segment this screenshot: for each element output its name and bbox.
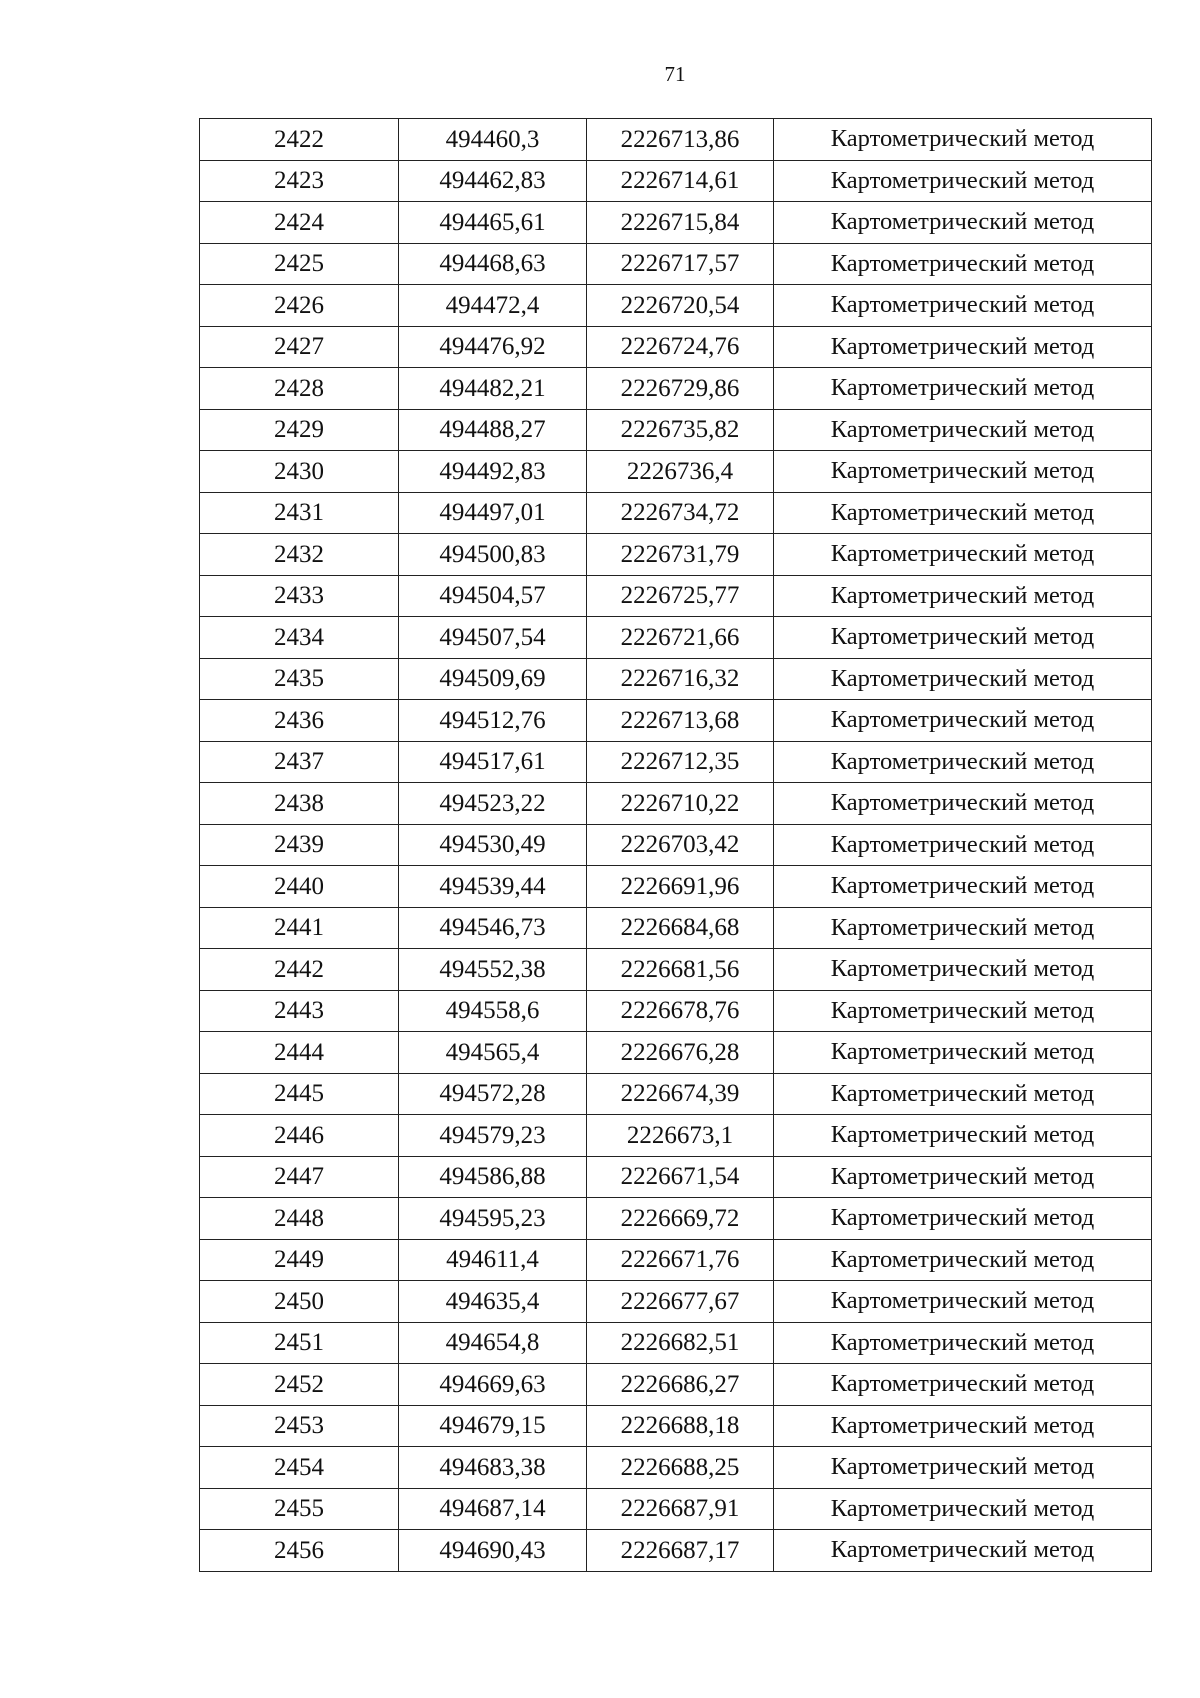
x-coordinate-cell: 494523,22: [399, 783, 587, 825]
y-coordinate-cell: 2226720,54: [587, 285, 774, 327]
x-coordinate-cell: 494512,76: [399, 700, 587, 742]
method-cell: Картометрический метод: [774, 949, 1152, 991]
x-coordinate-cell: 494654,8: [399, 1322, 587, 1364]
y-coordinate-cell: 2226676,28: [587, 1032, 774, 1074]
y-coordinate-cell: 2226731,79: [587, 534, 774, 576]
y-coordinate-cell: 2226671,54: [587, 1156, 774, 1198]
table-row: [200, 1364, 1152, 1406]
y-coordinate-cell: 2226735,82: [587, 409, 774, 451]
table-row: [200, 658, 1152, 700]
point-number-cell: 2433: [200, 575, 399, 617]
y-coordinate-cell: 2226715,84: [587, 202, 774, 244]
table-row: [200, 824, 1152, 866]
table-row: [200, 202, 1152, 244]
table-row: [200, 1322, 1152, 1364]
y-coordinate-cell: 2226688,25: [587, 1447, 774, 1489]
table-row: [200, 119, 1152, 161]
table-row: [200, 1156, 1152, 1198]
point-number-cell: 2432: [200, 534, 399, 576]
y-coordinate-cell: 2226713,68: [587, 700, 774, 742]
x-coordinate-cell: 494530,49: [399, 824, 587, 866]
method-cell: Картометрический метод: [774, 658, 1152, 700]
table-row: [200, 492, 1152, 534]
point-number-cell: 2446: [200, 1115, 399, 1157]
x-coordinate-cell: 494679,15: [399, 1405, 587, 1447]
y-coordinate-cell: 2226703,42: [587, 824, 774, 866]
method-cell: Картометрический метод: [774, 866, 1152, 908]
y-coordinate-cell: 2226682,51: [587, 1322, 774, 1364]
point-number-cell: 2442: [200, 949, 399, 991]
x-coordinate-cell: 494500,83: [399, 534, 587, 576]
x-coordinate-cell: 494690,43: [399, 1530, 587, 1572]
point-number-cell: 2431: [200, 492, 399, 534]
method-cell: Картометрический метод: [774, 1281, 1152, 1323]
x-coordinate-cell: 494635,4: [399, 1281, 587, 1323]
method-cell: Картометрический метод: [774, 1447, 1152, 1489]
method-cell: Картометрический метод: [774, 741, 1152, 783]
table-row: [200, 368, 1152, 410]
y-coordinate-cell: 2226729,86: [587, 368, 774, 410]
table-row: [200, 1239, 1152, 1281]
table-row: [200, 949, 1152, 991]
x-coordinate-cell: 494497,01: [399, 492, 587, 534]
table-row: [200, 617, 1152, 659]
x-coordinate-cell: 494468,63: [399, 243, 587, 285]
table-row: [200, 990, 1152, 1032]
table-row: [200, 1073, 1152, 1115]
y-coordinate-cell: 2226734,72: [587, 492, 774, 534]
point-number-cell: 2451: [200, 1322, 399, 1364]
x-coordinate-cell: 494595,23: [399, 1198, 587, 1240]
point-number-cell: 2429: [200, 409, 399, 451]
y-coordinate-cell: 2226673,1: [587, 1115, 774, 1157]
x-coordinate-cell: 494558,6: [399, 990, 587, 1032]
point-number-cell: 2423: [200, 160, 399, 202]
point-number-cell: 2435: [200, 658, 399, 700]
point-number-cell: 2436: [200, 700, 399, 742]
table-row: [200, 243, 1152, 285]
method-cell: Картометрический метод: [774, 575, 1152, 617]
table-row: [200, 1447, 1152, 1489]
table-row: [200, 1405, 1152, 1447]
point-number-cell: 2430: [200, 451, 399, 493]
method-cell: Картометрический метод: [774, 326, 1152, 368]
method-cell: Картометрический метод: [774, 783, 1152, 825]
point-number-cell: 2437: [200, 741, 399, 783]
table-row: [200, 1032, 1152, 1074]
table-row: [200, 741, 1152, 783]
point-number-cell: 2440: [200, 866, 399, 908]
point-number-cell: 2455: [200, 1488, 399, 1530]
point-number-cell: 2427: [200, 326, 399, 368]
x-coordinate-cell: 494539,44: [399, 866, 587, 908]
y-coordinate-cell: 2226687,17: [587, 1530, 774, 1572]
method-cell: Картометрический метод: [774, 1488, 1152, 1530]
method-cell: Картометрический метод: [774, 285, 1152, 327]
x-coordinate-cell: 494462,83: [399, 160, 587, 202]
point-number-cell: 2456: [200, 1530, 399, 1572]
method-cell: Картометрический метод: [774, 409, 1152, 451]
y-coordinate-cell: 2226687,91: [587, 1488, 774, 1530]
y-coordinate-cell: 2226691,96: [587, 866, 774, 908]
y-coordinate-cell: 2226713,86: [587, 119, 774, 161]
method-cell: Картометрический метод: [774, 617, 1152, 659]
method-cell: Картометрический метод: [774, 534, 1152, 576]
point-number-cell: 2450: [200, 1281, 399, 1323]
x-coordinate-cell: 494482,21: [399, 368, 587, 410]
table-row: [200, 1281, 1152, 1323]
method-cell: Картометрический метод: [774, 990, 1152, 1032]
x-coordinate-cell: 494472,4: [399, 285, 587, 327]
y-coordinate-cell: 2226686,27: [587, 1364, 774, 1406]
method-cell: Картометрический метод: [774, 1322, 1152, 1364]
y-coordinate-cell: 2226717,57: [587, 243, 774, 285]
x-coordinate-cell: 494507,54: [399, 617, 587, 659]
point-number-cell: 2443: [200, 990, 399, 1032]
y-coordinate-cell: 2226714,61: [587, 160, 774, 202]
point-number-cell: 2453: [200, 1405, 399, 1447]
x-coordinate-cell: 494579,23: [399, 1115, 587, 1157]
method-cell: Картометрический метод: [774, 1115, 1152, 1157]
page-number: 71: [664, 62, 686, 86]
point-number-cell: 2434: [200, 617, 399, 659]
x-coordinate-cell: 494546,73: [399, 907, 587, 949]
x-coordinate-cell: 494517,61: [399, 741, 587, 783]
method-cell: Картометрический метод: [774, 160, 1152, 202]
y-coordinate-cell: 2226674,39: [587, 1073, 774, 1115]
method-cell: Картометрический метод: [774, 1405, 1152, 1447]
x-coordinate-cell: 494586,88: [399, 1156, 587, 1198]
y-coordinate-cell: 2226684,68: [587, 907, 774, 949]
y-coordinate-cell: 2226712,35: [587, 741, 774, 783]
method-cell: Картометрический метод: [774, 492, 1152, 534]
method-cell: Картометрический метод: [774, 700, 1152, 742]
x-coordinate-cell: 494552,38: [399, 949, 587, 991]
x-coordinate-cell: 494572,28: [399, 1073, 587, 1115]
method-cell: Картометрический метод: [774, 1364, 1152, 1406]
x-coordinate-cell: 494492,83: [399, 451, 587, 493]
y-coordinate-cell: 2226678,76: [587, 990, 774, 1032]
table-row: [200, 451, 1152, 493]
point-number-cell: 2452: [200, 1364, 399, 1406]
point-number-cell: 2447: [200, 1156, 399, 1198]
table-row: [200, 783, 1152, 825]
y-coordinate-cell: 2226724,76: [587, 326, 774, 368]
x-coordinate-cell: 494465,61: [399, 202, 587, 244]
y-coordinate-cell: 2226716,32: [587, 658, 774, 700]
table-row: [200, 326, 1152, 368]
method-cell: Картометрический метод: [774, 1156, 1152, 1198]
point-number-cell: 2441: [200, 907, 399, 949]
table-row: [200, 575, 1152, 617]
method-cell: Картометрический метод: [774, 368, 1152, 410]
y-coordinate-cell: 2226725,77: [587, 575, 774, 617]
method-cell: Картометрический метод: [774, 824, 1152, 866]
x-coordinate-cell: 494687,14: [399, 1488, 587, 1530]
method-cell: Картометрический метод: [774, 907, 1152, 949]
method-cell: Картометрический метод: [774, 1239, 1152, 1281]
table-row: [200, 1115, 1152, 1157]
x-coordinate-cell: 494504,57: [399, 575, 587, 617]
table-row: [200, 1488, 1152, 1530]
table-row: [200, 1530, 1152, 1572]
point-number-cell: 2428: [200, 368, 399, 410]
point-number-cell: 2449: [200, 1239, 399, 1281]
method-cell: Картометрический метод: [774, 1530, 1152, 1572]
point-number-cell: 2425: [200, 243, 399, 285]
x-coordinate-cell: 494509,69: [399, 658, 587, 700]
y-coordinate-cell: 2226710,22: [587, 783, 774, 825]
point-number-cell: 2448: [200, 1198, 399, 1240]
x-coordinate-cell: 494460,3: [399, 119, 587, 161]
table-row: [200, 866, 1152, 908]
table-row: [200, 700, 1152, 742]
x-coordinate-cell: 494611,4: [399, 1239, 587, 1281]
method-cell: Картометрический метод: [774, 1032, 1152, 1074]
point-number-cell: 2426: [200, 285, 399, 327]
method-cell: Картометрический метод: [774, 119, 1152, 161]
y-coordinate-cell: 2226681,56: [587, 949, 774, 991]
y-coordinate-cell: 2226671,76: [587, 1239, 774, 1281]
y-coordinate-cell: 2226736,4: [587, 451, 774, 493]
x-coordinate-cell: 494476,92: [399, 326, 587, 368]
point-number-cell: 2454: [200, 1447, 399, 1489]
point-number-cell: 2445: [200, 1073, 399, 1115]
y-coordinate-cell: 2226688,18: [587, 1405, 774, 1447]
x-coordinate-cell: 494683,38: [399, 1447, 587, 1489]
point-number-cell: 2422: [200, 119, 399, 161]
point-number-cell: 2438: [200, 783, 399, 825]
method-cell: Картометрический метод: [774, 451, 1152, 493]
coordinates-table-body: [200, 119, 1152, 1572]
y-coordinate-cell: 2226669,72: [587, 1198, 774, 1240]
table-row: [200, 409, 1152, 451]
table-row: [200, 534, 1152, 576]
method-cell: Картометрический метод: [774, 243, 1152, 285]
method-cell: Картометрический метод: [774, 1073, 1152, 1115]
y-coordinate-cell: 2226721,66: [587, 617, 774, 659]
point-number-cell: 2444: [200, 1032, 399, 1074]
y-coordinate-cell: 2226677,67: [587, 1281, 774, 1323]
method-cell: Картометрический метод: [774, 1198, 1152, 1240]
table-row: [200, 1198, 1152, 1240]
method-cell: Картометрический метод: [774, 202, 1152, 244]
x-coordinate-cell: 494565,4: [399, 1032, 587, 1074]
point-number-cell: 2424: [200, 202, 399, 244]
table-row: [200, 285, 1152, 327]
x-coordinate-cell: 494488,27: [399, 409, 587, 451]
table-row: [200, 907, 1152, 949]
x-coordinate-cell: 494669,63: [399, 1364, 587, 1406]
point-number-cell: 2439: [200, 824, 399, 866]
coordinates-table: [199, 118, 1152, 1572]
table-row: [200, 160, 1152, 202]
